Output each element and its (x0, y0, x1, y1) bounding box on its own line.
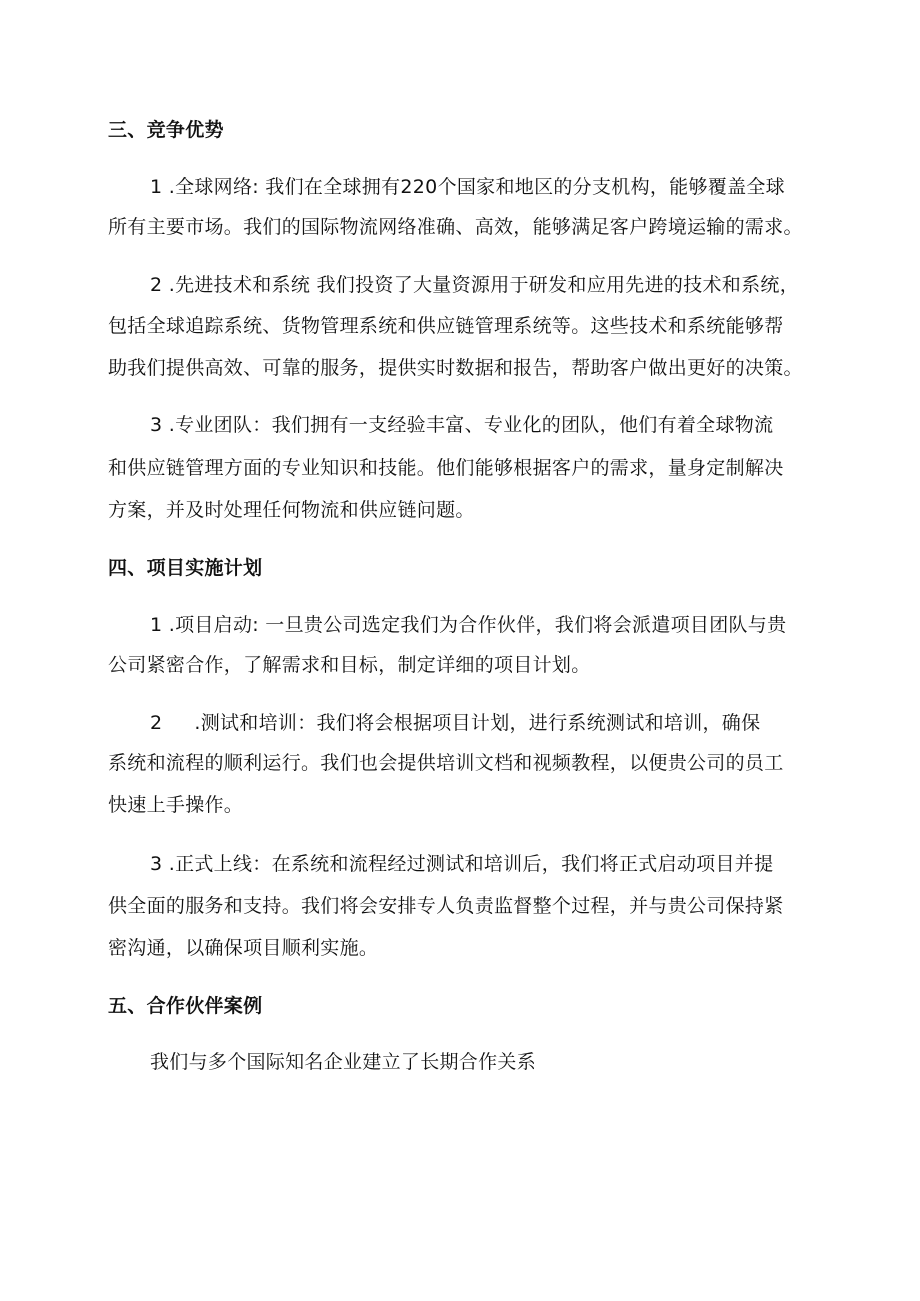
paragraph-line: 密沟通，以确保项目顺利实施。 (108, 937, 379, 959)
paragraph-line: 2 .测试和培训：我们将会根据项目计划，进行系统测试和培训，确保 (150, 712, 761, 734)
paragraph-line: 所有主要市场。我们的国际物流网络准确、高效，能够满足客户跨境运输的需求。 (108, 216, 803, 238)
section-heading-implementation-plan: 四、项目实施计划 (108, 557, 263, 579)
section-heading-competitive-advantage: 三、竞争优势 (108, 119, 224, 141)
paragraph-line: 和供应链管理方面的专业知识和技能。他们能够根据客户的需求，量身定制解决 (108, 457, 784, 479)
paragraph-line: 方案，并及时处理任何物流和供应链问题。 (108, 499, 475, 521)
paragraph-line: 我们与多个国际知名企业建立了长期合作关系 (150, 1051, 537, 1073)
paragraph-line: 1 .项目启动: 一旦贵公司选定我们为合作伙伴，我们将会派遣项目团队与贵 (150, 614, 787, 636)
paragraph-line: 2 .先进技术和系统 我们投资了大量资源用于研发和应用先进的技术和系统， (150, 274, 800, 296)
paragraph-line: 公司紧密合作，了解需求和目标，制定详细的项目计划。 (108, 654, 591, 676)
paragraph-line: 3 .正式上线：在系统和流程经过测试和培训后，我们将正式启动项目并提 (150, 853, 774, 875)
paragraph-line: 供全面的服务和支持。我们将会安排专人负责监督整个过程，并与贵公司保持紧 (108, 895, 784, 917)
paragraph-line: 3 .专业团队：我们拥有一支经验丰富、专业化的团队，他们有着全球物流 (150, 414, 774, 436)
paragraph-line: 助我们提供高效、可靠的服务，提供实时数据和报告，帮助客户做出更好的决策。 (108, 357, 803, 379)
section-heading-partner-cases: 五、合作伙伴案例 (108, 995, 263, 1017)
paragraph-line: 包括全球追踪系统、货物管理系统和供应链管理系统等。这些技术和系统能够帮 (108, 315, 784, 337)
paragraph-line: 1 .全球网络: 我们在全球拥有220个国家和地区的分支机构，能够覆盖全球 (150, 176, 785, 198)
paragraph-line: 系统和流程的顺利运行。我们也会提供培训文档和视频教程，以便贵公司的员工 (108, 752, 784, 774)
paragraph-line: 快速上手操作。 (108, 794, 244, 816)
